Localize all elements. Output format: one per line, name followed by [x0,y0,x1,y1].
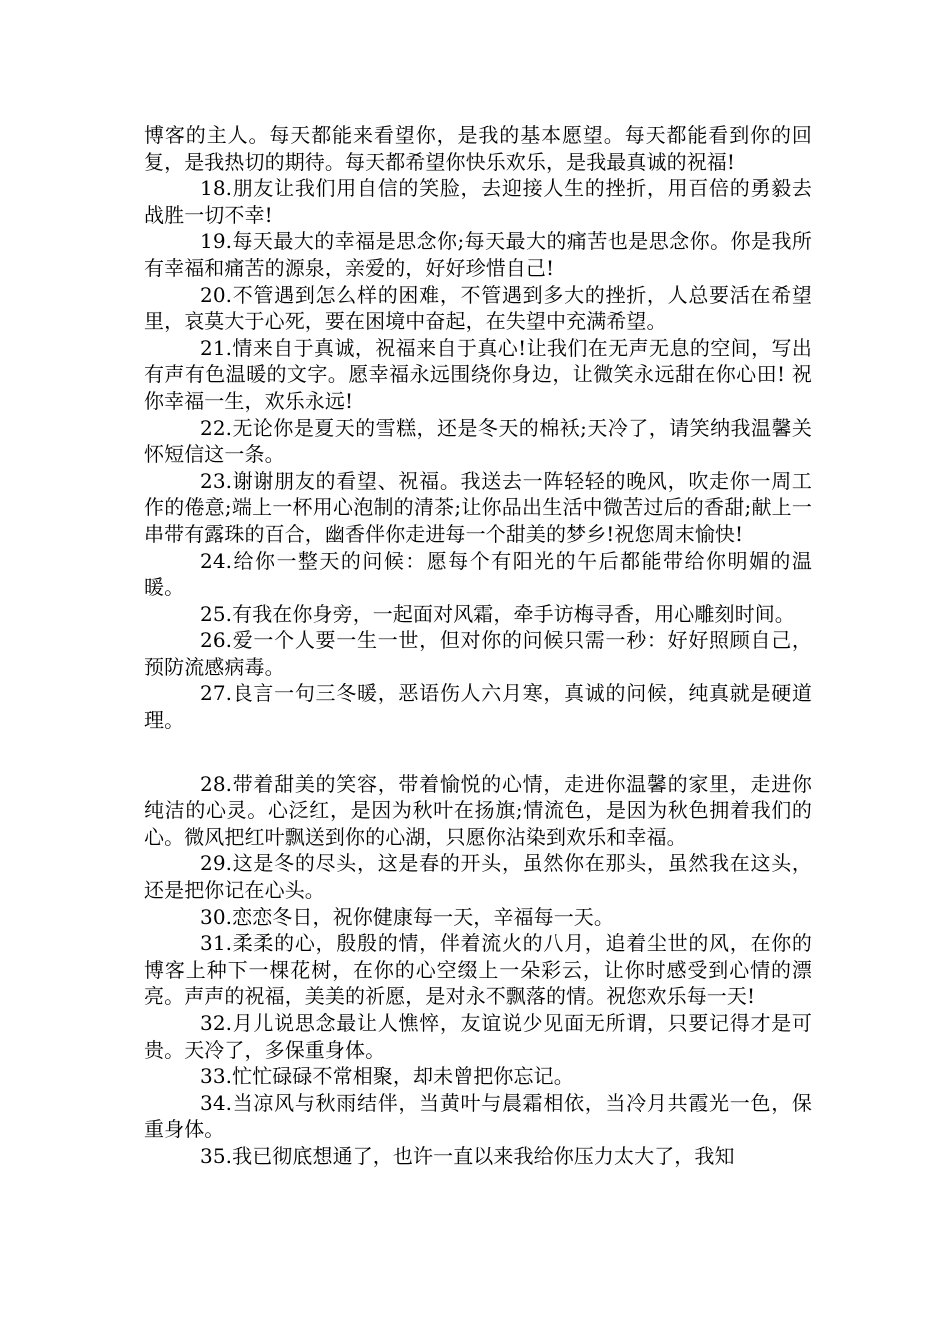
paragraph-21: 21.情来自于真诚，祝福来自于真心!让我们在无声无息的空间，写出有声有色温暖的文字。愿幸福永远围绕你身边，让微笑永远甜在你心田! 祝你幸福一生，欢乐永远! [144,335,812,413]
paragraph-20: 20.不管遇到怎么样的困难，不管遇到多大的挫折，人总要活在希望里，哀莫大于心死，要在困境中奋起，在失望中充满希望。 [144,282,812,334]
paragraph-22: 22.无论你是夏天的雪糕，还是冬天的棉袄;天冷了，请笑纳我温馨关怀短信这一条。 [144,415,812,467]
paragraph-27: 27.良言一句三冬暖，恶语伤人六月寒，真诚的问候，纯真就是硬道理。 [144,681,812,733]
paragraph-31: 31.柔柔的心，殷殷的情，伴着流火的八月，追着尘世的风，在你的博客上种下一棵花树，在你的心空缀上一朵彩云，让你时感受到心情的漂亮。声声的祝福，美美的祈愿，是对永不飘落的情。祝您欢乐每一天! [144,931,812,1009]
paragraph-continuation: 博客的主人。每天都能来看望你，是我的基本愿望。每天都能看到你的回复，是我热切的期待。每天都希望你快乐欢乐，是我最真诚的祝福! [144,123,812,174]
paragraph-19: 19.每天最大的幸福是思念你;每天最大的痛苦也是思念你。你是我所有幸福和痛苦的源泉，亲爱的，好好珍惜自己! [144,229,812,280]
paragraph-35: 35.我已彻底想通了，也许一直以来我给你压力太大了，我知 [200,1143,735,1168]
paragraph-18: 18.朋友让我们用自信的笑脸，去迎接人生的挫折，用百倍的勇毅去战胜一切不幸! [144,176,812,227]
paragraph-24: 24.给你一整天的问候：愿每个有阳光的午后都能带给你明媚的温暖。 [144,548,812,600]
paragraph-26: 26.爱一个人要一生一世，但对你的问候只需一秒：好好照顾自己，预防流感病毒。 [144,628,812,679]
paragraph-34: 34.当凉风与秋雨结伴，当黄叶与晨霜相依，当冷月共霞光一色，保重身体。 [144,1090,812,1142]
paragraph-32: 32.月儿说思念最让人憔悴，友谊说少见面无所谓，只要记得才是可贵。天冷了，多保重身体。 [144,1011,812,1062]
document-body [144,122,812,1170]
paragraph-30: 30.恋恋冬日，祝你健康每一天，辛福每一天。 [200,904,615,929]
blank-line [144,734,812,771]
paragraph-29: 29.这是冬的尽头，这是春的开头，虽然你在那头，虽然我在这头，还是把你记在心头。 [144,851,812,903]
paragraph-25: 25.有我在你身旁，一起面对风霜，牵手访梅寻香，用心雕刻时间。 [200,601,795,626]
paragraph-28: 28.带着甜美的笑容，带着愉悦的心情，走进你温馨的家里，走进你纯洁的心灵。心泛红，是因为秋叶在扬旗;情流色，是因为秋色拥着我们的心。微风把红叶飘送到你的心湖，只愿你沾染到欢乐和幸福。 [144,771,812,849]
paragraph-33: 33.忙忙碌碌不常相聚，却未曾把你忘记。 [200,1064,574,1089]
paragraph-23: 23.谢谢朋友的看望、祝福。我送去一阵轻轻的晚风，吹走你一周工作的倦意;端上一杯用心泡制的清茶;让你品出生活中微苦过后的香甜;献上一串带有露珠的百合，幽香伴你走进每一个甜美的梦乡!祝您周末愉快! [144,468,812,546]
